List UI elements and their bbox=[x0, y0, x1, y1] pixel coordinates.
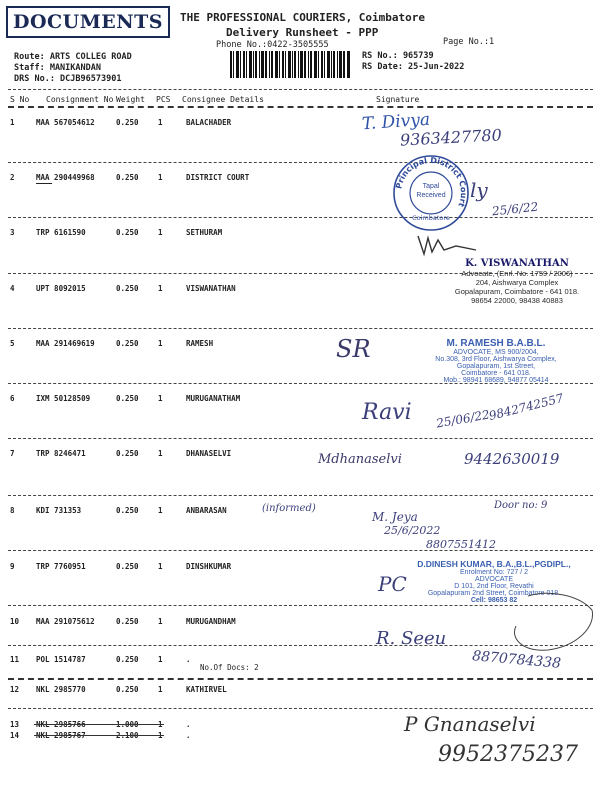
row2-initial: ly bbox=[470, 178, 488, 202]
row8-signature: M. Jeya bbox=[372, 510, 418, 524]
row8-phone: 8807551412 bbox=[426, 538, 496, 551]
header-rule bbox=[8, 89, 593, 90]
cell-consignment: NKL 2985767 bbox=[36, 731, 86, 740]
ramesh-line3: Gopalapuram, 1st Street, bbox=[456, 363, 536, 370]
page-number: Page No.:1 bbox=[443, 37, 495, 47]
cell-consignment: KDI 731353 bbox=[36, 506, 82, 515]
row8-note: (informed) bbox=[262, 503, 316, 514]
col-consignment: Consignment No bbox=[46, 95, 114, 104]
company-name: THE PROFESSIONAL COURIERS, Coimbatore bbox=[180, 11, 426, 24]
cell-consignee: ANBARASAN bbox=[186, 506, 227, 515]
cell-consignment: MAA 567054612 bbox=[36, 118, 95, 127]
cell-sno: 8 bbox=[10, 506, 15, 515]
runsheet-title: Delivery Runsheet - PPP bbox=[226, 26, 379, 39]
cell-pcs: 1 bbox=[158, 617, 163, 626]
cell-pcs: 1 bbox=[158, 720, 163, 729]
cell-consignment: POL 1514787 bbox=[36, 655, 86, 664]
cell-weight: 0.250 bbox=[116, 173, 139, 182]
viswanathan-line2: 204, Aishwarya Complex bbox=[475, 278, 559, 287]
cell-sno: 1 bbox=[10, 118, 15, 127]
viswanathan-line1: Advocate, (Enrl. No. 1759 / 2006) bbox=[461, 269, 573, 278]
dinesh-line2: ADVOCATE bbox=[475, 576, 513, 583]
cell-pcs: 1 bbox=[158, 506, 163, 515]
cell-sno: 9 bbox=[10, 562, 15, 571]
cell-pcs: 1 bbox=[158, 449, 163, 458]
cell-sno: 10 bbox=[10, 617, 20, 626]
cell-weight: 0.250 bbox=[116, 685, 139, 694]
cell-weight: 0.250 bbox=[116, 562, 139, 571]
col-pcs: PCS bbox=[156, 95, 171, 104]
row-separator bbox=[8, 438, 593, 439]
cell-sno: 4 bbox=[10, 284, 15, 293]
row8-date: 25/6/2022 bbox=[384, 524, 441, 537]
court-bottom-text: Coimbatore bbox=[412, 214, 450, 222]
ramesh-line5: Mob.: 98941 68689, 94877 05414 bbox=[443, 377, 549, 384]
cell-consignee: DINSHKUMAR bbox=[186, 562, 232, 571]
cell-sno: 13 bbox=[10, 720, 20, 729]
cell-consignee: VISWANATHAN bbox=[186, 284, 236, 293]
row-separator bbox=[8, 708, 593, 709]
cell-consignee: DISTRICT COURT bbox=[186, 173, 250, 182]
row8-door: Door no: 9 bbox=[494, 500, 548, 511]
dinesh-name: D.DINESH KUMAR, B.A.,B.L.,PGDIPL., bbox=[417, 559, 571, 569]
cell-weight: 0.250 bbox=[116, 228, 139, 237]
cell-consignment: MAA 290449968 bbox=[36, 173, 95, 182]
cell-consignment: MAA 291469619 bbox=[36, 339, 95, 348]
cell-consignee: RAMESH bbox=[186, 339, 214, 348]
row7-phone: 9442630019 bbox=[464, 450, 560, 468]
cell-pcs: 1 bbox=[158, 562, 163, 571]
viswanathan-line3: Gopalapuram, Coimbatore - 641 018. bbox=[454, 287, 580, 296]
viswanathan-stamp bbox=[432, 258, 600, 305]
company-phone: Phone No.:0422-3505555 bbox=[216, 40, 329, 50]
col-sno: S No bbox=[10, 95, 30, 104]
cell-consignee: BALACHADER bbox=[186, 118, 232, 127]
dinesh-line4: Gopalapuram 2nd Street, Coimbatore 018. bbox=[427, 590, 561, 597]
cell-sno: 11 bbox=[10, 655, 20, 664]
rs-number: RS No.: 965739 bbox=[362, 51, 434, 61]
row5-signature: SR bbox=[336, 335, 371, 363]
dinesh-line3: D 101, 2nd Floor, Revathi bbox=[454, 583, 534, 590]
row-separator bbox=[8, 550, 593, 551]
col-consignee: Consignee Details bbox=[182, 95, 264, 104]
row-separator bbox=[8, 162, 593, 163]
cell-weight: 0.250 bbox=[116, 617, 139, 626]
row2-date: 25/6/22 bbox=[491, 199, 539, 219]
court-ring-text: Principal District Court bbox=[394, 155, 469, 209]
row-separator bbox=[8, 328, 593, 329]
cell-weight: 0.250 bbox=[116, 449, 139, 458]
stray-scribble bbox=[508, 590, 598, 654]
cell-consignee: . bbox=[186, 731, 191, 740]
cell-sno: 7 bbox=[10, 449, 15, 458]
ramesh-stamp bbox=[398, 338, 594, 384]
row-separator bbox=[8, 495, 593, 496]
dinesh-line5: Cell: 98653 82 bbox=[470, 597, 518, 604]
rs-date: RS Date: 25-Jun-2022 bbox=[362, 62, 465, 72]
cell-weight: 1.000 bbox=[116, 720, 139, 729]
cell-consignment: NKL 2985770 bbox=[36, 685, 86, 694]
col-weight: Weight bbox=[116, 95, 145, 104]
row-separator bbox=[8, 678, 593, 680]
cell-consignment: IXM 50128509 bbox=[36, 394, 91, 403]
row6-date: 25/06/22 bbox=[435, 407, 491, 431]
cell-consignee: MURUGANDHAM bbox=[186, 617, 236, 626]
ramesh-name: M. RAMESH B.A.B.L. bbox=[446, 338, 546, 349]
cell-sno: 3 bbox=[10, 228, 15, 237]
viswanathan-name: K. VISWANATHAN bbox=[465, 258, 569, 269]
cell-weight: 0.250 bbox=[116, 506, 139, 515]
cell-weight: 0.250 bbox=[116, 118, 139, 127]
bottom-signature: P Gnanaselvi bbox=[404, 712, 536, 736]
route: Route: ARTS COLLEG ROAD bbox=[14, 52, 132, 62]
dinesh-line1: Enrolment No: 727 / 2 bbox=[459, 569, 529, 576]
cell-pcs: 1 bbox=[158, 118, 163, 127]
row6-signature: Ravi bbox=[362, 400, 412, 425]
cell-consignee: DHANASELVI bbox=[186, 449, 232, 458]
court-center-text: Tapal Received bbox=[416, 183, 446, 199]
cell-consignment: MAA 291075612 bbox=[36, 617, 95, 626]
cell-consignment: UPT 8092015 bbox=[36, 284, 86, 293]
cell-weight: 2.100 bbox=[116, 731, 139, 740]
ramesh-line4: Coimbatore - 641 018. bbox=[461, 370, 531, 377]
strike-line bbox=[34, 735, 164, 736]
cell-consignment: TRP 8246471 bbox=[36, 449, 86, 458]
drs-number: DRS No.: DCJB96573901 bbox=[14, 74, 122, 84]
cell-pcs: 1 bbox=[158, 284, 163, 293]
cell-consignment: TRP 6161590 bbox=[36, 228, 86, 237]
strike-line bbox=[34, 724, 164, 725]
cell-pcs: 1 bbox=[158, 655, 163, 664]
documents-stamp-text: DOCUMENTS bbox=[13, 11, 163, 33]
ramesh-line1: ADVOCATE, MS 900/2004, bbox=[453, 349, 539, 356]
viswanathan-line4: 98654 22000, 98438 40883 bbox=[471, 296, 563, 305]
ramesh-line2: No.308, 3rd Floor, Aishwarya Complex, bbox=[435, 356, 557, 363]
barcode bbox=[230, 51, 350, 78]
cell-consignment: TRP 7760951 bbox=[36, 562, 86, 571]
cell-pcs: 1 bbox=[158, 685, 163, 694]
district-court-stamp bbox=[392, 154, 470, 232]
col-signature: Signature bbox=[376, 95, 420, 104]
row-separator bbox=[8, 645, 593, 646]
cell-consignee: SETHURAM bbox=[186, 228, 223, 237]
cell-weight: 0.250 bbox=[116, 394, 139, 403]
no-of-docs: No.Of Docs: 2 bbox=[200, 663, 259, 672]
cell-consignee: KATHIRVEL bbox=[186, 685, 227, 694]
row1-signature: T. Divya bbox=[361, 109, 431, 135]
row-separator bbox=[8, 217, 593, 218]
row-separator bbox=[8, 605, 593, 606]
cell-pcs: 1 bbox=[158, 394, 163, 403]
bottom-phone: 9952375237 bbox=[438, 742, 578, 767]
cell-pcs: 1 bbox=[158, 731, 163, 740]
cell-pcs: 1 bbox=[158, 339, 163, 348]
column-header-rule bbox=[8, 106, 593, 108]
underline-mark bbox=[36, 183, 52, 184]
cell-sno: 5 bbox=[10, 339, 15, 348]
cell-consignment: NKL 2985766 bbox=[36, 720, 86, 729]
row11-phone: 8870784338 bbox=[471, 648, 562, 672]
row1-phone: 9363427780 bbox=[399, 125, 503, 150]
cell-pcs: 1 bbox=[158, 228, 163, 237]
row6-phone: 9842742557 bbox=[487, 390, 565, 424]
cell-weight: 0.250 bbox=[116, 655, 139, 664]
cell-sno: 6 bbox=[10, 394, 15, 403]
cell-sno: 12 bbox=[10, 685, 20, 694]
row7-signature: Mdhanaselvi bbox=[318, 452, 402, 467]
cell-weight: 0.250 bbox=[116, 284, 139, 293]
staff: Staff: MANIKANDAN bbox=[14, 63, 101, 73]
row9-signature: PC bbox=[378, 572, 407, 596]
row3-signature bbox=[416, 228, 486, 258]
row10-signature: R. Seeu bbox=[376, 628, 447, 649]
cell-sno: 14 bbox=[10, 731, 20, 740]
documents-stamp-logo bbox=[6, 6, 170, 38]
cell-consignee: . bbox=[186, 720, 191, 729]
cell-pcs: 1 bbox=[158, 173, 163, 182]
cell-sno: 2 bbox=[10, 173, 15, 182]
cell-weight: 0.250 bbox=[116, 339, 139, 348]
cell-consignee: . bbox=[186, 655, 191, 664]
cell-consignee: MURUGANATHAM bbox=[186, 394, 241, 403]
